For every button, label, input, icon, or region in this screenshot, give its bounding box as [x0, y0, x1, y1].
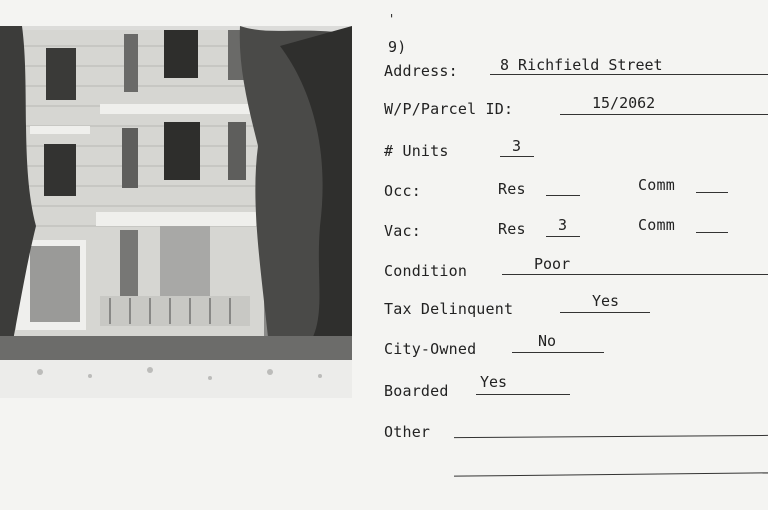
- vac-comm-label: Comm: [638, 216, 675, 234]
- occ-comm-line: [696, 192, 728, 193]
- city-owned-label: City-Owned: [384, 340, 477, 358]
- record-number: 9): [388, 38, 407, 56]
- tax-label: Tax Delinquent: [384, 300, 514, 318]
- occ-label: Occ:: [384, 182, 421, 200]
- other-label: Other: [384, 423, 431, 441]
- condition-label: Condition: [384, 262, 468, 280]
- occ-res-label: Res: [498, 180, 526, 198]
- parcel-value: 15/2062: [592, 94, 656, 112]
- other-line: [454, 435, 768, 438]
- condition-line: [502, 274, 768, 275]
- parcel-label: W/P/Parcel ID:: [384, 100, 514, 118]
- property-form: ' 9) Address: 8 Richfield Street W/P/Parcel ID: 15/2062 # Units 3 Occ: Res Comm Vac: Res 3 Comm Condition Poor Tax Delinquent Yes City-Owned No Boarded Yes Other: [0, 0, 768, 510]
- city-owned-line: [512, 352, 604, 353]
- vac-res-label: Res: [498, 220, 526, 238]
- occ-comm-label: Comm: [638, 176, 675, 194]
- units-label: # Units: [384, 142, 449, 160]
- vac-label: Vac:: [384, 222, 421, 240]
- address-line: [490, 74, 768, 75]
- units-line: [500, 156, 534, 157]
- vac-res-line: [546, 236, 580, 237]
- condition-value: Poor: [534, 255, 571, 273]
- boarded-value: Yes: [480, 373, 508, 391]
- address-label: Address:: [384, 62, 458, 80]
- boarded-line: [476, 394, 570, 395]
- boarded-label: Boarded: [384, 382, 449, 400]
- vac-comm-line: [696, 232, 728, 233]
- vac-res-value: 3: [558, 216, 568, 234]
- tax-value: Yes: [592, 292, 620, 310]
- other-line-2: [454, 472, 768, 476]
- occ-res-line: [546, 195, 580, 196]
- city-owned-value: No: [538, 332, 557, 350]
- tax-line: [560, 312, 650, 313]
- parcel-line: [560, 114, 768, 115]
- units-value: 3: [512, 137, 522, 155]
- address-value: 8 Richfield Street: [500, 56, 663, 74]
